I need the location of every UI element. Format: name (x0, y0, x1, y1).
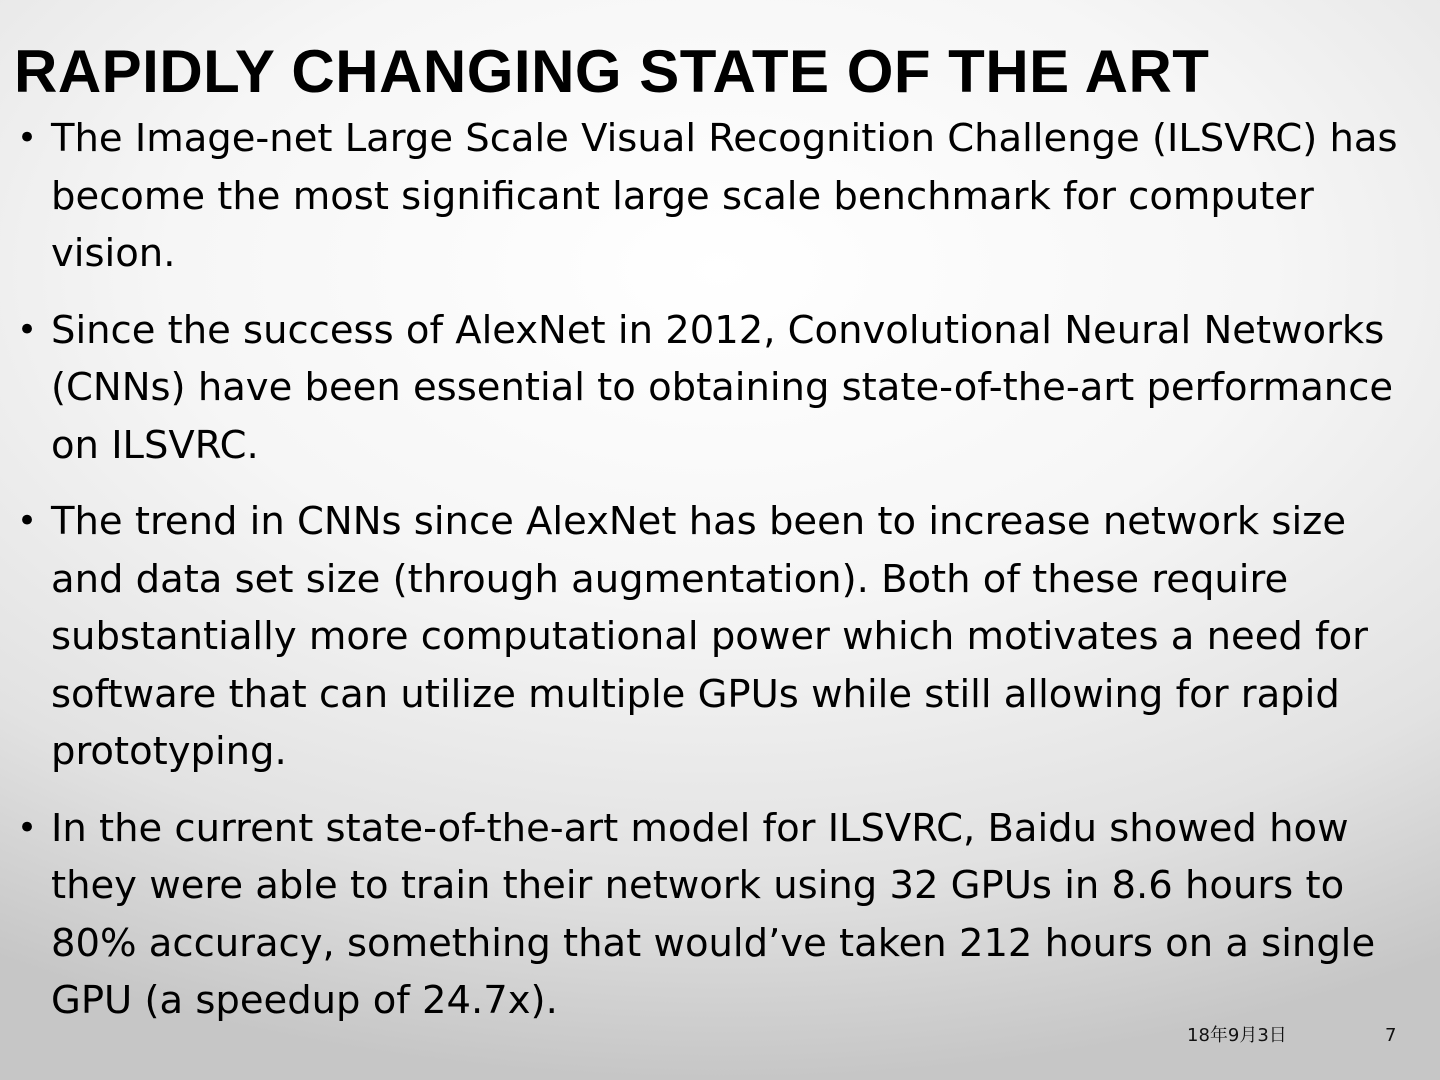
bullet-item-cnn-trend (0, 493, 1440, 781)
bullet-dot-icon: • (17, 501, 38, 541)
bullet-item-ilsvrc (0, 110, 1440, 283)
page-number: 7 (1385, 1025, 1397, 1046)
footer-date: 18年9月3日 (1187, 1025, 1287, 1046)
bullet-text: In the current state-of-the-art model for ILSVRC, Baidu showed how they were able to train their network using 32 GPUs in 8.6 hours to 80% accuracy, something that would’ve taken 212 hours on a single GPU (a speedup of 24.7x). (51, 805, 1376, 1023)
bullet-dot-icon: • (17, 309, 38, 350)
bullet-text: The trend in CNNs since AlexNet has been to increase network size and data set size (through augmentation). Both of these require substantially more computational power which motivates a need for software that can utilize multiple GPUs while still allowing for rapid prototyping. (51, 499, 1368, 774)
bullet-text: The Image-net Large Scale Visual Recognition Challenge (ILSVRC) has become the most significant large scale benchmark for computer vision. (51, 116, 1398, 276)
bullet-list (0, 110, 1440, 1049)
bullet-dot-icon: • (17, 807, 38, 848)
bullet-dot-icon: • (17, 118, 38, 158)
bullet-item-baidu (0, 800, 1440, 1030)
slide-title: RAPIDLY CHANGING STATE OF THE ART (14, 38, 1210, 105)
bullet-item-alexnet (0, 302, 1440, 475)
bullet-text: Since the success of AlexNet in 2012, Convolutional Neural Networks (CNNs) have been essential to obtaining state-of-the-art performance on ILSVRC. (51, 307, 1394, 468)
